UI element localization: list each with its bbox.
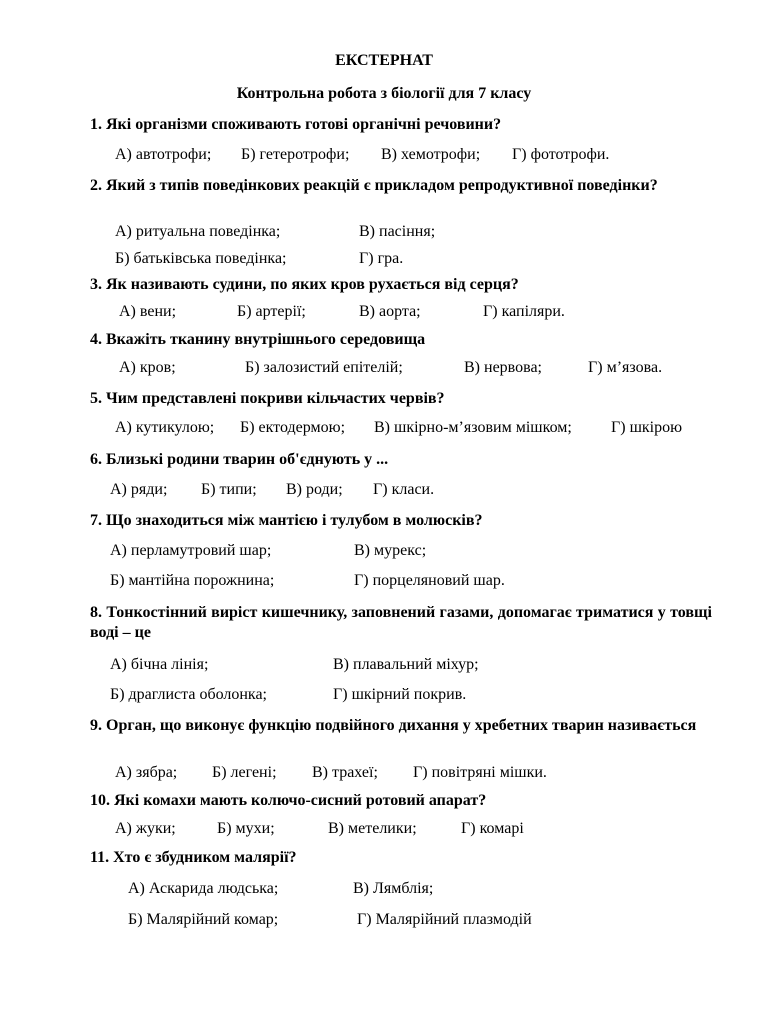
q11-option-v: В) Лямблія; [353,880,434,897]
q3-option-g: Г) капіляри. [483,303,565,320]
q5-option-v: В) шкірно-м’язовим мішком; [374,419,572,436]
q9-option-v: В) трахеї; [312,764,378,781]
q10-option-b: Б) мухи; [217,820,275,837]
q1-option-a: А) автотрофи; [115,146,212,163]
q4-option-v: В) нервова; [464,359,542,376]
question-2: 2. Який з типів поведінкових реакцій є прикладом репродуктивної поведінки? [90,177,658,194]
q6-option-b: Б) типи; [201,481,257,498]
q1-option-g: Г) фототрофи. [512,146,610,163]
q2-option-g: Г) гра. [359,250,404,267]
q1-option-b: Б) гетеротрофи; [241,146,350,163]
question-10: 10. Які комахи мають колючо-сисний ротовий апарат? [90,792,487,809]
q8-option-a: А) бічна лінія; [110,656,209,673]
q2-option-v: В) пасіння; [359,223,436,240]
document-title: ЕКСТЕРНАТ [335,52,433,69]
q10-option-v: В) метелики; [328,820,417,837]
q8-option-v: В) плавальний міхур; [333,656,479,673]
question-1: 1. Які організми споживають готові органічні речовини? [90,116,502,133]
q4-option-a: А) кров; [119,359,176,376]
q11-option-b: Б) Малярійний комар; [128,911,279,928]
q10-option-a: А) жуки; [115,820,176,837]
q9-option-b: Б) легені; [212,764,277,781]
q4-option-b: Б) залозистий епітелій; [245,359,403,376]
question-5: 5. Чим представлені покриви кільчастих червів? [90,390,445,407]
question-8: 8. Тонкостінний виріст кишечнику, заповнений газами, допомагає триматися у товщі воді – це [90,604,712,641]
question-3: 3. Як називають судини, по яких кров рухається від серця? [90,276,519,293]
q1-option-v: В) хемотрофи; [381,146,481,163]
document-subtitle: Контрольна робота з біології для 7 класу [236,85,532,102]
q9-option-g: Г) повітряні мішки. [413,764,547,781]
q7-option-b: Б) мантійна порожнина; [110,572,275,589]
q4-option-g: Г) м’язова. [588,359,663,376]
q6-option-a: А) ряди; [110,481,168,498]
question-11: 11. Хто є збудником малярії? [90,849,297,866]
q9-option-a: А) зябра; [115,764,178,781]
question-7: 7. Що знаходиться між мантією і тулубом в молюсків? [90,512,483,529]
q5-option-a: А) кутикулою; [115,419,215,436]
q7-option-g: Г) порцеляновий шар. [354,572,505,589]
q7-option-v: В) мурекс; [354,542,427,559]
q7-option-a: А) перламутровий шар; [110,542,272,559]
q10-option-g: Г) комарі [461,820,524,837]
q8-option-b: Б) драглиста оболонка; [110,686,267,703]
q11-option-g: Г) Малярійний плазмодій [357,911,532,928]
q11-option-a: А) Аскарида людська; [128,880,279,897]
question-4: 4. Вкажіть тканину внутрішнього середовища [90,331,426,348]
question-9: 9. Орган, що виконує функцію подвійного дихання у хребетних тварин називається [90,717,697,734]
q2-option-a: А) ритуальна поведінка; [115,223,281,240]
q3-option-a: А) вени; [119,303,177,320]
q3-option-v: В) аорта; [359,303,421,320]
question-6: 6. Близькі родини тварин об'єднують у ... [90,451,389,468]
q5-option-g: Г) шкірою [611,419,683,436]
q8-option-g: Г) шкірний покрив. [333,686,467,703]
q5-option-b: Б) ектодермою; [240,419,346,436]
q3-option-b: Б) артерії; [237,303,306,320]
q2-option-b: Б) батьківська поведінка; [115,250,287,267]
q6-option-g: Г) класи. [373,481,435,498]
q6-option-v: В) роди; [286,481,343,498]
